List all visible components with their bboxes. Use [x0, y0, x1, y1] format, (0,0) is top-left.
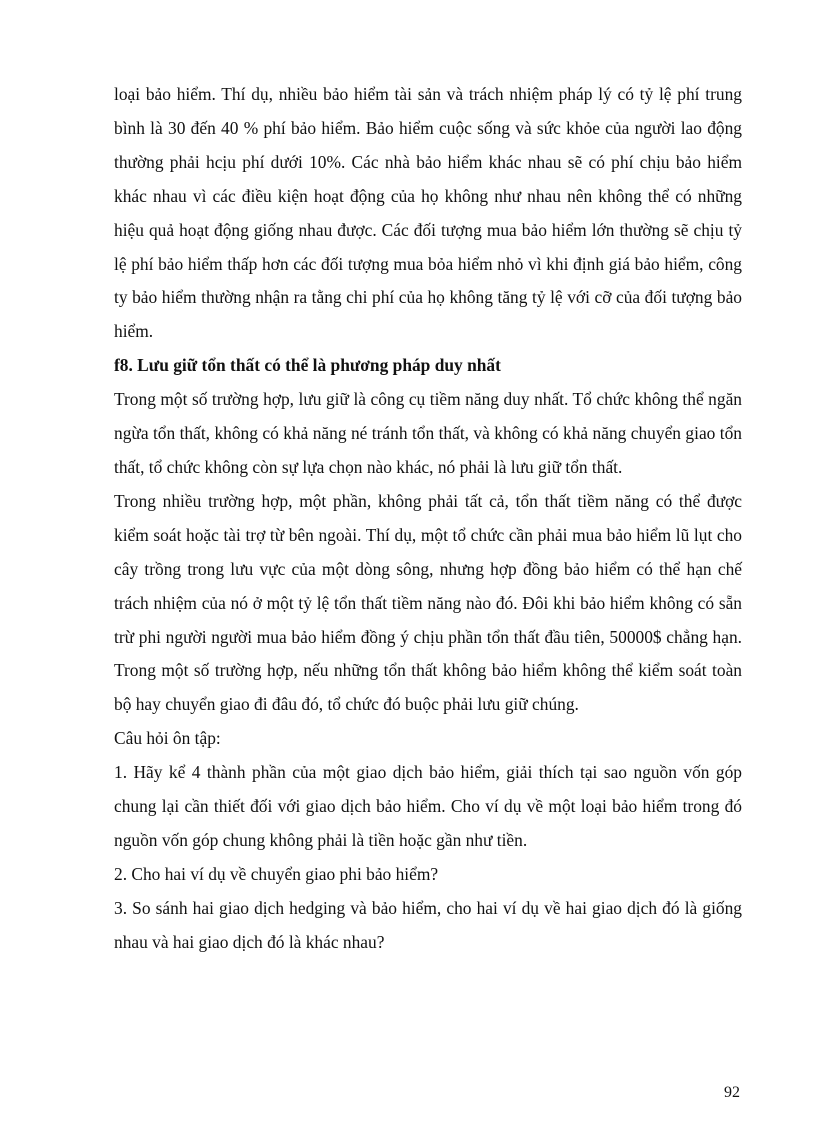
review-question-1: 1. Hãy kể 4 thành phần của một giao dịch bảo hiểm, giải thích tại sao nguồn vốn góp chung lại cần thiết đối với giao dịch bảo hiểm. Cho ví dụ về một loại bảo hiểm trong đó nguồn vốn góp chung không phải là tiền hoặc gần như tiền.	[114, 762, 742, 850]
document-page	[114, 78, 742, 960]
paragraph-partial-retention: Trong nhiều trường hợp, một phần, không phải tất cả, tổn thất tiềm năng có thể được kiểm soát hoặc tài trợ từ bên ngoài. Thí dụ, một tổ chức cần phải mua bảo hiểm lũ lụt cho cây trồng trong lưu vực của một dòng sông, nhưng hợp đồng bảo hiểm có thể hạn chế trách nhiệm của nó ở một tỷ lệ tổn thất tiềm năng nào đó. Đôi khi bảo hiểm không có sẵn trừ phi người người mua bảo hiểm đồng ý chịu phần tổn thất đầu tiên, 50000$ chẳng hạn. Trong một số trường hợp, nếu những tổn thất không bảo hiểm không thể kiểm soát toàn bộ hay chuyển giao đi đâu đó, tổ chức đó buộc phải lưu giữ chúng.	[114, 490, 742, 715]
paragraph-retention-only-tool: Trong một số trường hợp, lưu giữ là công cụ tiềm năng duy nhất. Tổ chức không thể ngăn ngừa tổn thất, không có khả năng né tránh tổn thất, và không có khả năng chuyển giao tổn thất, tổ chức không còn sự lựa chọn nào khác, nó phải là lưu giữ tổn thất.	[114, 389, 742, 477]
review-questions-heading: Câu hỏi ôn tập:	[114, 728, 221, 749]
paragraph-premium-costs: loại bảo hiểm. Thí dụ, nhiều bảo hiểm tài sản và trách nhiệm pháp lý có tỷ lệ phí trung bình là 30 đến 40 % phí bảo hiểm. Bảo hiểm cuộc sống và sức khỏe của người lao động thường phải hcịu phí dưới 10%. Các nhà bảo hiểm khác nhau sẽ có phí chịu bảo hiểm khác nhau vì các điều kiện hoạt động của họ không như nhau nên không thể có những hiệu quả hoạt động giống nhau được. Các đối tượng mua bảo hiểm lớn thường sẽ chịu tỷ lệ phí bảo hiểm thấp hơn các đối tượng mua bỏa hiểm nhỏ vì khi định giá bảo hiểm, công ty bảo hiểm thường nhận ra tằng chi phí của họ không tăng tỷ lệ với cỡ của đối tượng bảo hiểm.	[114, 84, 742, 342]
review-question-2: 2. Cho hai ví dụ về chuyển giao phi bảo hiểm?	[114, 863, 439, 884]
page-number: 92	[724, 1084, 740, 1101]
section-heading-f8: f8. Lưu giữ tổn thất có thể là phương pháp duy nhất	[114, 355, 501, 376]
review-question-3: 3. So sánh hai giao dịch hedging và bảo hiểm, cho hai ví dụ về hai giao dịch đó là giống nhau và hai giao dịch đó là khác nhau?	[114, 897, 742, 952]
